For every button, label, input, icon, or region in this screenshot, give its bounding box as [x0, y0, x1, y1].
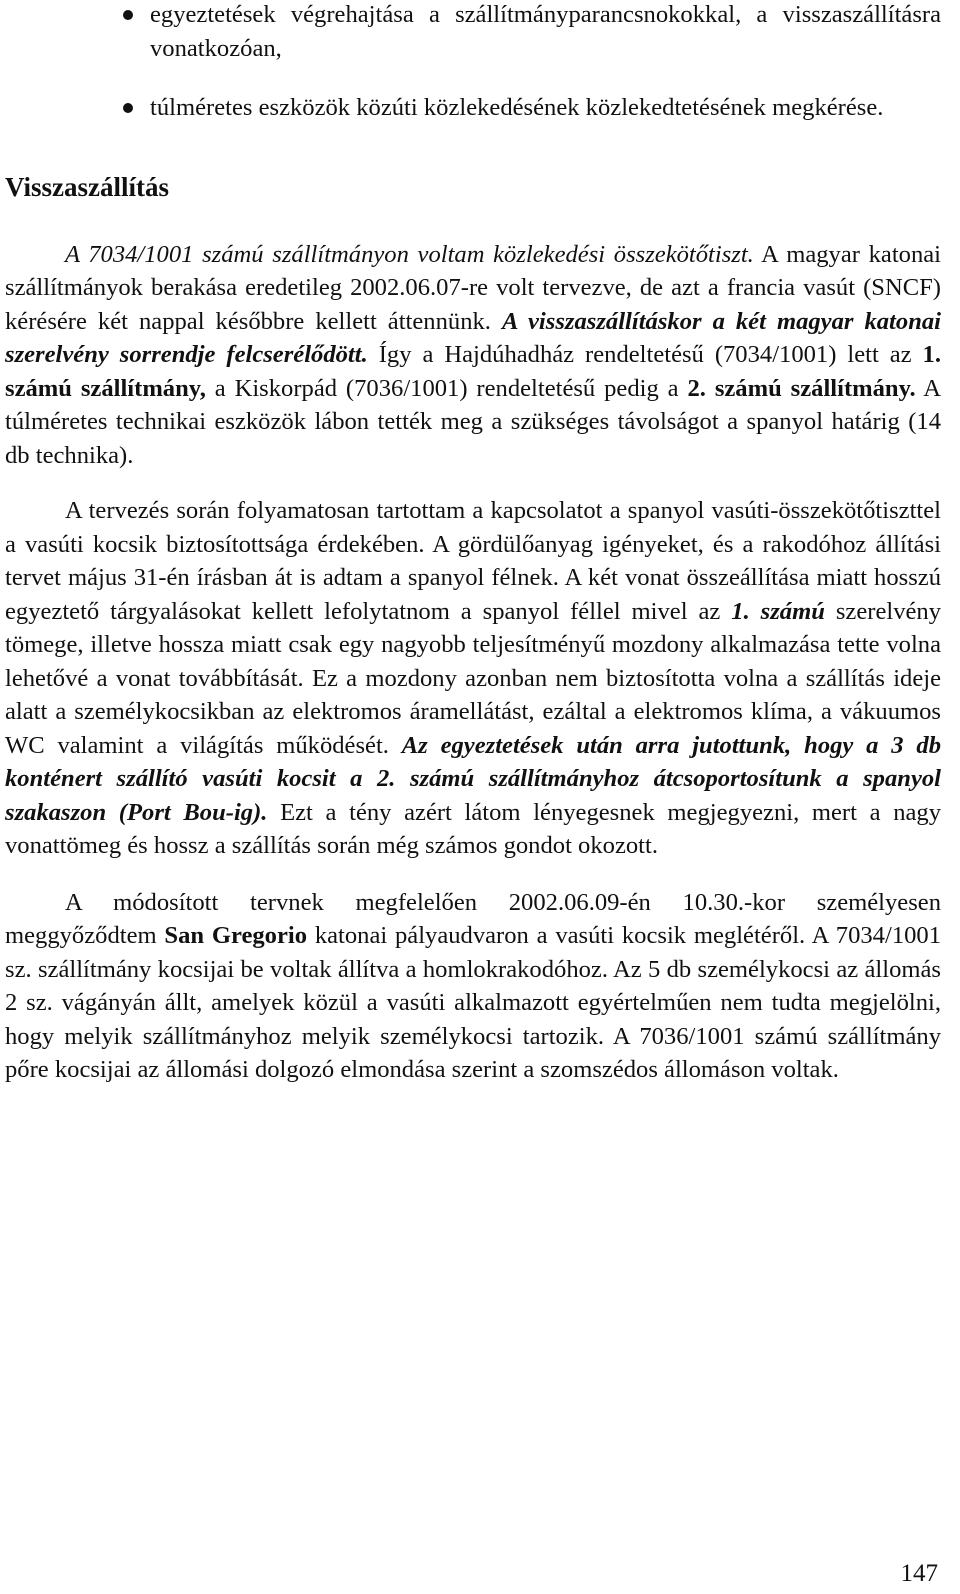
- bullet-icon: [123, 103, 133, 113]
- paragraph-2: A tervezés során folyamatosan tartottam a kapcsolatot a spanyol vasúti-összekötőtiszttel a vasúti kocsik biztosítottsága érdekében. A gördülőanyag igényeket, és a rakodóhoz állítási tervet május 31-én írásban át is adtam a spanyol félnek. A két vonat összeállítása miatt hosszú egyeztető tárgyalásokat kellett lefolytatnom a spanyol féllel mivel az 1. számú szerelvény tömege, illetve hossza miatt csak egy nagyobb teljesítményű mozdony alkalmazása tette volna lehetővé a vonat továbbítását. Ez a mozdony azonban nem biztosította volna a szállítás ideje alatt a személykocsikban az elektromos áramellátást, ezáltal a elektromos klíma, a vákuumos WC valamint a világítás működését. Az egyeztetések után arra jutottunk, hogy a 3 db konténert szállító vasúti kocsit a 2. számú szállítmányhoz átcsoportosítunk a spanyol szakaszon (Port Bou-ig). Ezt a tény azért látom lényegesnek megjegyezni, mert a nagy vonattömeg és hossz a szállítás során még számos gondot okozott.: [5, 497, 942, 859]
- bullet-item: [5, 0, 941, 65]
- bullet-text: egyeztetések végrehajtása a szállítmányparancsnokokkal, a visszaszállításra vonatkozóan,: [150, 1, 941, 62]
- section-heading: Visszaszállítás: [5, 171, 169, 202]
- paragraph-3: A módosított tervnek megfelelően 2002.06.09-én 10.30.-kor személyesen meggyőződtem San Gregorio katonai pályaudvaron a vasúti kocsik meglétéről. A 7034/1001 sz. szállítmány kocsijai be voltak állítva a homlokrakodóhoz. Az 5 db személykocsi az állomás 2 sz. vágányán állt, amelyek közül a vasúti alkalmazott egyértelműen nem tudta megjelölni, hogy melyik szállítmányhoz melyik személykocsi tartozik. A 7036/1001 számú szállítmány pőre kocsijai az állomási dolgozó elmondása szerint a szomszédos állomáson voltak.: [5, 888, 942, 1083]
- page-number: 147: [900, 1560, 938, 1587]
- bullet-item: [5, 91, 941, 125]
- bullet-text: túlméretes eszközök közúti közlekedésének közlekedtetésének megkérése.: [150, 94, 884, 121]
- paragraph-1: A 7034/1001 számú szállítmányon voltam közlekedési összekötőtiszt. A magyar katonai szállítmányok berakása eredetileg 2002.06.07-re volt tervezve, de azt a francia vasút (SNCF) kérésére két nappal későbbre kellett áttennünk. A visszaszállításkor a két magyar katonai szerelvény sorrendje felcserélődött. Így a Hajdúhadház rendeltetésű (7034/1001) lett az 1. számú szállítmány, a Kiskorpád (7036/1001) rendeltetésű pedig a 2. számú szállítmány. A túlméretes technikai eszközök lábon tették meg a szükséges távolságot a spanyol határig (14 db technika).: [5, 240, 942, 469]
- bullet-list: [5, 0, 941, 125]
- document-page: [5, 0, 941, 1087]
- bullet-icon: [123, 10, 133, 20]
